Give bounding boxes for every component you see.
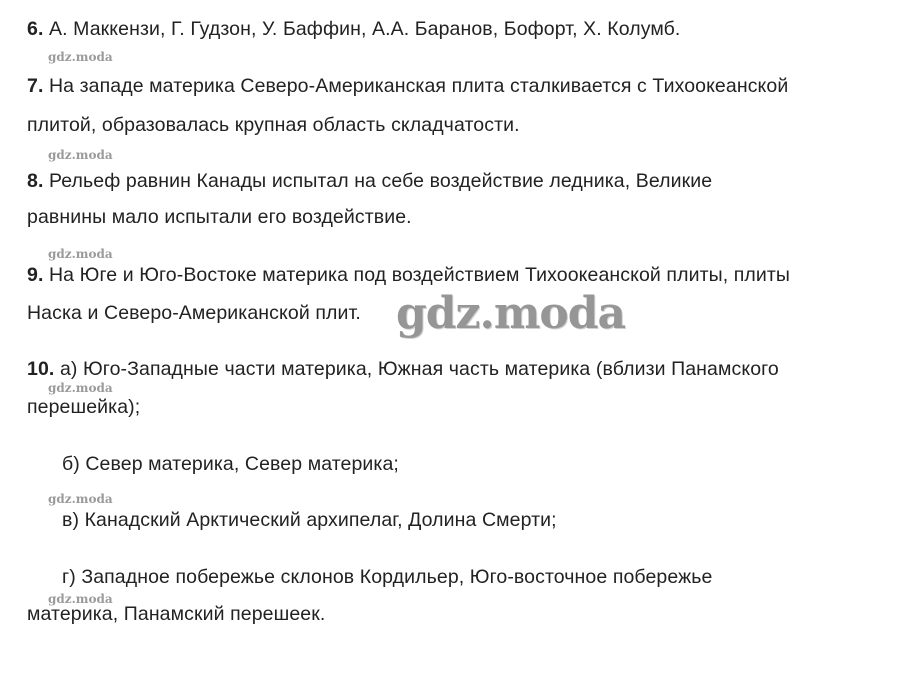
watermark-large: gdz.moda [396,288,626,339]
watermark-small: gdz.moda [48,592,113,606]
answer-10 [27,357,779,381]
answer-10-item-b: б) Север материка, Север материка; [62,453,399,475]
watermark-small: gdz.moda [48,381,113,395]
watermark-small: gdz.moda [48,50,113,64]
answer-6 [27,17,680,41]
answer-10-item-d-line1: г) Западное побережье склонов Кордильер, Юго-восточное побережье [62,566,713,588]
answer-7-number: 7. [27,75,44,97]
answer-6-number: 6. [27,18,44,40]
answer-10-text-line2: перешейка); [27,396,141,418]
answer-8 [27,169,712,193]
watermark-small: gdz.moda [48,492,113,506]
answer-9-text-line1: На Юге и Юго-Востоке материка под воздействием Тихоокеанской плиты, плиты [49,264,791,286]
answer-7-text-line1: На западе материка Северо-Американская плита сталкивается с Тихоокеанской [49,75,789,97]
answer-6-text: А. Маккензи, Г. Гудзон, У. Баффин, А.А. Баранов, Бофорт, Х. Колумб. [49,18,681,40]
answer-10-text-line1: а) Юго-Западные части материка, Южная часть материка (вблизи Панамского [59,358,779,380]
answer-10-item-d-line2: материка, Панамский перешеек. [27,603,326,625]
watermark-small: gdz.moda [48,247,113,261]
answer-7-text-line2: плитой, образовалась крупная область складчатости. [27,114,520,136]
watermark-small: gdz.moda [48,148,113,162]
answer-9 [27,263,790,287]
answer-9-number: 9. [27,264,44,286]
answer-8-text-line1: Рельеф равнин Канады испытал на себе воздействие ледника, Великие [49,170,713,192]
answer-8-text-line2: равнины мало испытали его воздействие. [27,206,412,228]
answer-9-text-line2: Наска и Северо-Американской плит. [27,302,361,324]
answer-7 [27,74,788,98]
answer-10-number: 10. [27,358,55,380]
answer-10-item-c: в) Канадский Арктический архипелаг, Долина Смерти; [62,509,557,531]
answer-8-number: 8. [27,170,44,192]
